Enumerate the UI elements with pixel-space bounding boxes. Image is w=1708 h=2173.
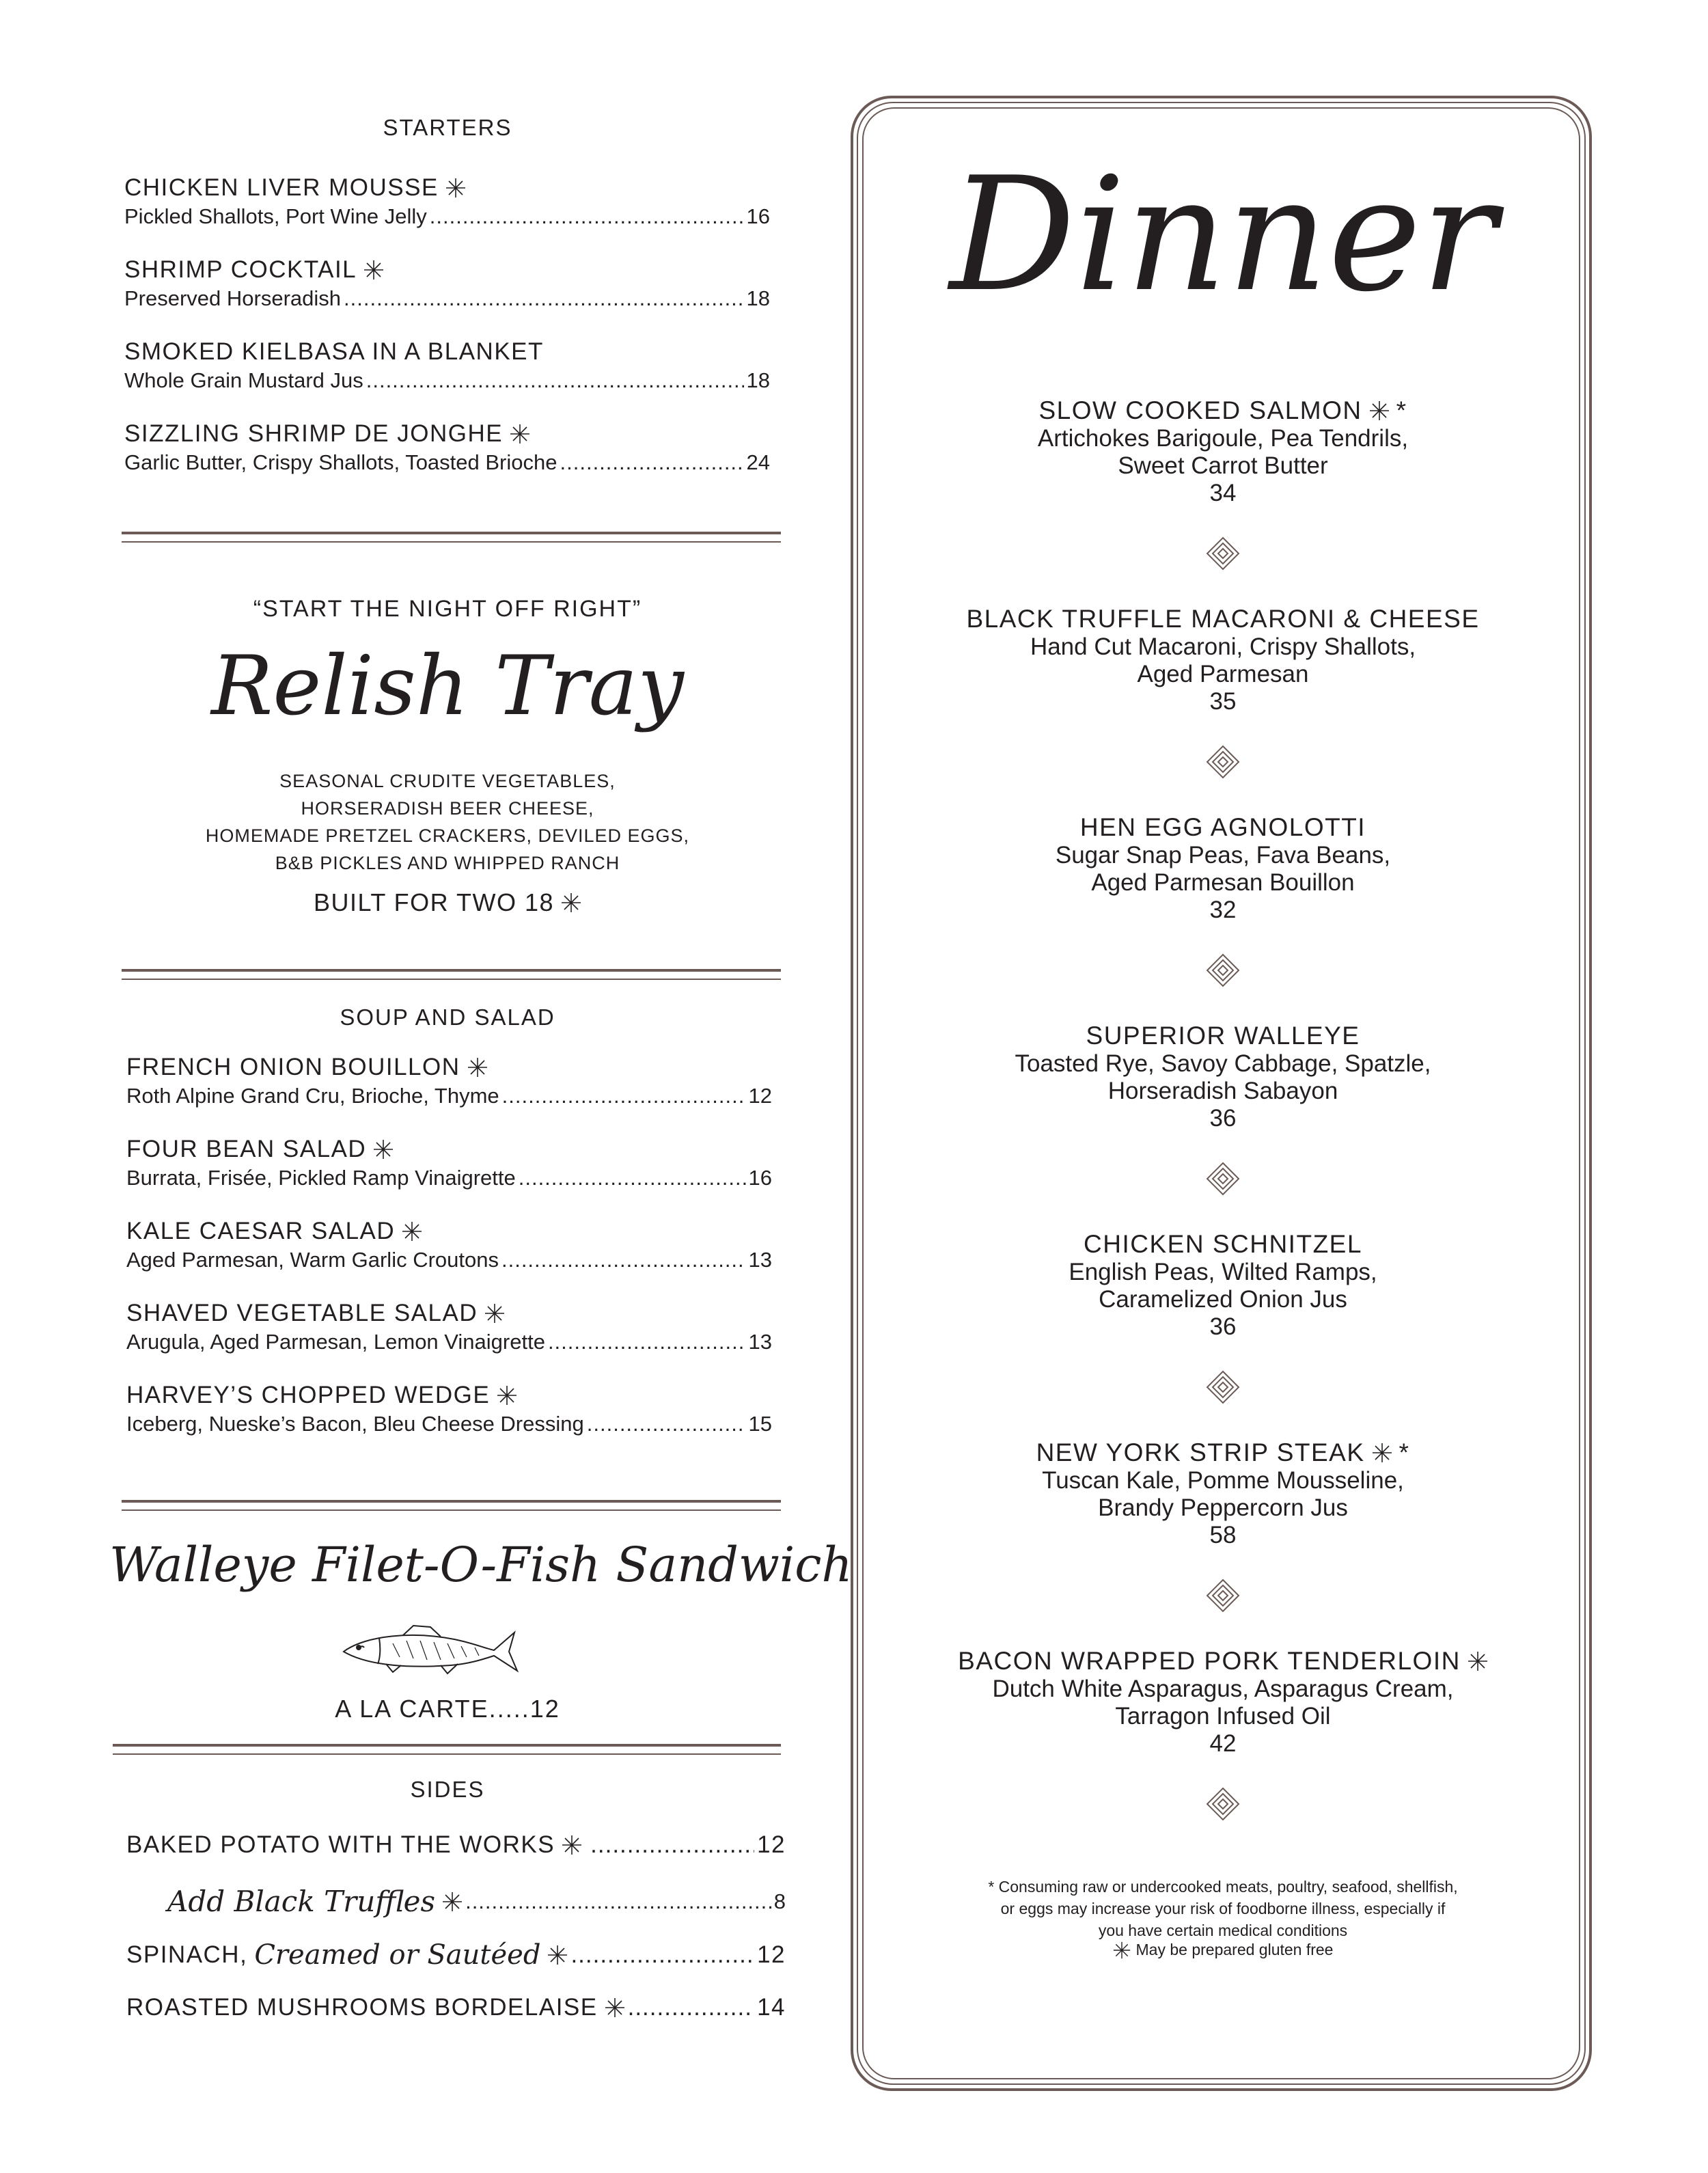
starter-item — [124, 338, 770, 393]
item-price: 12 — [757, 1941, 786, 1968]
side-item — [126, 1994, 786, 2021]
item-price: 13 — [748, 1330, 772, 1354]
dinner-item — [888, 396, 1558, 507]
gluten-free-star-icon — [1369, 400, 1390, 421]
diamond-ornament-icon — [1206, 953, 1240, 987]
item-desc: Burrata, Frisée, Pickled Ramp Vinaigrette — [126, 1166, 516, 1190]
side-item — [126, 1831, 786, 1859]
item-price: 18 — [746, 368, 770, 392]
item-desc: Dutch White Asparagus, Asparagus Cream, — [992, 1676, 1454, 1702]
gluten-free-star-icon — [510, 424, 530, 444]
item-desc: Tuscan Kale, Pomme Mousseline, — [1042, 1467, 1404, 1494]
soup-salad-item — [126, 1382, 772, 1436]
side-item — [126, 1939, 786, 1971]
relish-price — [123, 888, 772, 917]
divider — [122, 1509, 781, 1511]
dinner-item — [888, 1647, 1558, 1758]
soup-salad-item — [126, 1300, 772, 1354]
allergy-note: you have certain medical conditions — [1098, 1922, 1348, 1939]
gluten-free-star-icon — [445, 178, 466, 198]
item-price: 32 — [1209, 897, 1237, 923]
item-name: ROASTED MUSHROOMS BORDELAISE — [126, 1994, 598, 2021]
diamond-ornament-icon — [1206, 745, 1240, 779]
item-price: 12 — [748, 1084, 772, 1108]
item-desc: Iceberg, Nueske’s Bacon, Bleu Cheese Dressing — [126, 1412, 584, 1436]
side-item — [167, 1885, 786, 1918]
soup-salad-item — [126, 1136, 772, 1190]
item-desc: Aged Parmesan, Warm Garlic Croutons — [126, 1248, 499, 1272]
gluten-free-note — [915, 1941, 1530, 1959]
item-name: SUPERIOR WALLEYE — [1086, 1022, 1360, 1050]
item-desc: Pickled Shallots, Port Wine Jelly — [124, 204, 427, 228]
item-price: 16 — [748, 1166, 772, 1190]
item-desc: Caramelized Onion Jus — [1099, 1286, 1347, 1313]
item-desc: Preserved Horseradish — [124, 286, 342, 310]
gluten-free-star-icon — [363, 260, 384, 280]
item-desc: Sugar Snap Peas, Fava Beans, — [1055, 842, 1391, 869]
item-name: CHICKEN LIVER MOUSSE — [124, 174, 439, 201]
gluten-free-star-icon — [402, 1221, 422, 1242]
item-name: BAKED POTATO WITH THE WORKS — [126, 1831, 555, 1858]
item-price: 14 — [757, 1994, 786, 2021]
dinner-item — [888, 813, 1558, 924]
sandwich-price: A LA CARTE.....12 — [335, 1695, 560, 1723]
item-name: BLACK TRUFFLE MACARONI & CHEESE — [966, 605, 1480, 633]
gluten-free-note-text: May be prepared gluten free — [1135, 1941, 1334, 1958]
item-name: SIZZLING SHRIMP DE JONGHE — [124, 420, 504, 447]
item-name: HARVEY’S CHOPPED WEDGE — [126, 1382, 491, 1408]
diamond-ornament-icon — [1206, 536, 1240, 571]
diamond-ornament-icon — [1206, 1162, 1240, 1196]
item-desc: Tarragon Infused Oil — [1115, 1703, 1331, 1730]
gluten-free-star-icon — [561, 892, 581, 913]
item-price: 42 — [1209, 1730, 1237, 1757]
item-price: 35 — [1209, 688, 1237, 715]
item-name: SMOKED KIELBASA IN A BLANKET — [124, 338, 544, 365]
dinner-item — [888, 1230, 1558, 1341]
soup-salad-item — [126, 1054, 772, 1108]
gluten-free-star-icon — [605, 1997, 625, 2018]
item-name: CHICKEN SCHNITZEL — [1084, 1230, 1362, 1258]
divider — [122, 979, 781, 980]
sides-heading: SIDES — [410, 1777, 485, 1802]
item-name: SLOW COOKED SALMON — [1038, 396, 1362, 424]
item-desc: Aged Parmesan — [1137, 661, 1309, 687]
item-price: 58 — [1209, 1522, 1237, 1548]
relish-line: HORSERADISH BEER CHEESE, — [301, 798, 594, 819]
starters-heading: STARTERS — [383, 115, 512, 140]
item-name: SPINACH, — [126, 1941, 248, 1968]
divider — [113, 1753, 781, 1755]
item-name: SHRIMP COCKTAIL — [124, 256, 357, 283]
item-desc: Garlic Butter, Crispy Shallots, Toasted Brioche — [124, 450, 557, 474]
gluten-free-star-icon — [1468, 1651, 1488, 1671]
item-name: NEW YORK STRIP STEAK — [1036, 1438, 1365, 1466]
gluten-free-star-icon — [562, 1835, 582, 1855]
item-name: FRENCH ONION BOUILLON — [126, 1054, 460, 1080]
sandwich-title: Walleye Filet-O-Fish Sandwich — [109, 1537, 853, 1593]
relish-title: Relish Tray — [211, 639, 684, 734]
gluten-free-star-icon — [497, 1385, 517, 1406]
dinner-item — [888, 1022, 1558, 1132]
divider — [122, 541, 781, 543]
item-desc: Arugula, Aged Parmesan, Lemon Vinaigrette — [126, 1330, 545, 1354]
item-price: 12 — [757, 1831, 786, 1858]
relish-price-text: BUILT FOR TWO 18 — [313, 888, 555, 916]
gluten-free-star-icon — [1113, 1941, 1131, 1959]
divider — [113, 1744, 781, 1747]
allergy-note: * Consuming raw or undercooked meats, poultry, seafood, shellfish, — [988, 1878, 1458, 1896]
diamond-ornament-icon — [1206, 1370, 1240, 1404]
item-name: SHAVED VEGETABLE SALAD — [126, 1300, 478, 1326]
item-price: 18 — [746, 286, 770, 310]
dinner-item — [888, 605, 1558, 715]
item-desc: Aged Parmesan Bouillon — [1091, 869, 1355, 896]
item-price: 16 — [746, 204, 770, 228]
raw-mark: * — [1396, 396, 1407, 424]
relish-tagline: “START THE NIGHT OFF RIGHT” — [253, 596, 642, 622]
gluten-free-star-icon — [373, 1139, 394, 1160]
item-desc: Toasted Rye, Savoy Cabbage, Spatzle, — [1015, 1050, 1431, 1077]
allergy-note: or eggs may increase your risk of foodborne illness, especially if — [1000, 1900, 1446, 1917]
gluten-free-star-icon — [547, 1945, 568, 1965]
item-desc: Horseradish Sabayon — [1107, 1078, 1338, 1104]
item-price: 34 — [1209, 480, 1237, 506]
item-price: 36 — [1209, 1105, 1237, 1132]
raw-mark: * — [1399, 1438, 1410, 1466]
item-price: 8 — [773, 1889, 786, 1913]
soup-salad-heading: SOUP AND SALAD — [340, 1004, 555, 1030]
item-desc: Brandy Peppercorn Jus — [1098, 1494, 1348, 1521]
item-price: 24 — [746, 450, 770, 474]
relish-line: SEASONAL CRUDITE VEGETABLES, — [279, 771, 616, 791]
item-desc: Whole Grain Mustard Jus — [124, 368, 363, 392]
dinner-title: Dinner — [949, 144, 1497, 327]
item-desc: Sweet Carrot Butter — [1118, 452, 1328, 479]
divider — [122, 532, 781, 534]
fish-icon — [338, 1623, 523, 1678]
gluten-free-star-icon — [467, 1057, 488, 1078]
item-price: 13 — [748, 1248, 772, 1272]
starter-item — [124, 420, 770, 475]
gluten-free-star-icon — [1372, 1443, 1392, 1463]
item-name: HEN EGG AGNOLOTTI — [1079, 813, 1366, 841]
divider — [122, 969, 781, 972]
relish-line: HOMEMADE PRETZEL CRACKERS, DEVILED EGGS, — [205, 825, 690, 846]
item-desc: Roth Alpine Grand Cru, Brioche, Thyme — [126, 1084, 499, 1108]
item-price: 15 — [748, 1412, 772, 1436]
relish-line: B&B PICKLES AND WHIPPED RANCH — [275, 853, 620, 873]
starter-item — [124, 256, 770, 311]
diamond-ornament-icon — [1206, 1787, 1240, 1821]
item-desc: Artichokes Barigoule, Pea Tendrils, — [1037, 425, 1409, 452]
item-desc: Hand Cut Macaroni, Crispy Shallots, — [1030, 633, 1416, 660]
starter-item — [124, 174, 770, 229]
divider — [122, 1500, 781, 1503]
gluten-free-star-icon — [442, 1891, 463, 1912]
item-price: 36 — [1209, 1313, 1237, 1340]
gluten-free-star-icon — [484, 1303, 505, 1324]
soup-salad-item — [126, 1218, 772, 1272]
dinner-item — [888, 1438, 1558, 1549]
item-name: KALE CAESAR SALAD — [126, 1218, 396, 1244]
item-script: Creamed or Sautéed — [254, 1939, 541, 1971]
diamond-ornament-icon — [1206, 1578, 1240, 1613]
item-desc: English Peas, Wilted Ramps, — [1069, 1259, 1377, 1285]
item-name: BACON WRAPPED PORK TENDERLOIN — [958, 1647, 1461, 1675]
item-name: Add Black Truffles — [167, 1885, 436, 1918]
item-name: FOUR BEAN SALAD — [126, 1136, 367, 1162]
